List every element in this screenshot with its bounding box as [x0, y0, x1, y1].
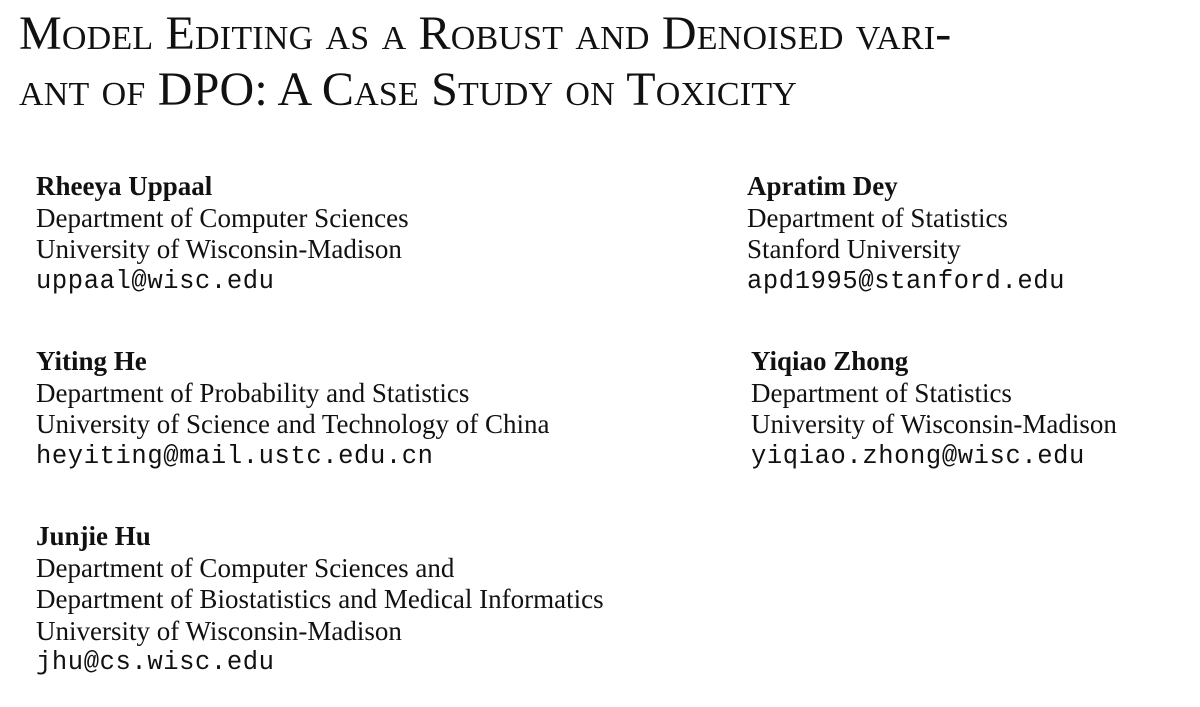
- author-university: University of Science and Technology of China: [36, 409, 550, 439]
- author-name: Yiting He: [36, 346, 147, 376]
- author-email[interactable]: yiqiao.zhong@wisc.edu: [751, 441, 1085, 471]
- author-department: Department of Probability and Statistics: [36, 377, 470, 408]
- author-name: Rheeya Uppaal: [36, 171, 213, 201]
- author-block-zhong: [751, 346, 1117, 472]
- author-name: Apratim Dey: [747, 171, 898, 201]
- author-email[interactable]: uppaal@wisc.edu: [36, 266, 275, 296]
- author-block-hu: [36, 521, 604, 679]
- author-university: University of Wisconsin-Madison: [36, 615, 402, 646]
- author-name: Yiqiao Zhong: [751, 346, 909, 376]
- paper-title: [19, 6, 1184, 118]
- author-university: University of Wisconsin-Madison: [751, 409, 1117, 439]
- author-name: Junjie Hu: [36, 521, 151, 551]
- author-department: Department of Biostatistics and Medical Informatics: [36, 584, 604, 614]
- paper-title-line-2: ant of DPO: A Case Study on Toxicity: [19, 63, 797, 116]
- author-block-he: [36, 346, 550, 472]
- author-department: Department of Computer Sciences and: [36, 552, 455, 583]
- author-university: University of Wisconsin-Madison: [36, 234, 402, 264]
- author-email[interactable]: jhu@cs.wisc.edu: [36, 648, 275, 677]
- paper-title-line-1: Model Editing as a Robust and Denoised vari-: [19, 7, 952, 60]
- author-email[interactable]: heyiting@mail.ustc.edu.cn: [36, 441, 434, 471]
- author-department: Department of Statistics: [751, 377, 1012, 408]
- author-email[interactable]: apd1995@stanford.edu: [747, 266, 1066, 296]
- author-department: Department of Computer Sciences: [36, 202, 409, 233]
- author-department: Department of Statistics: [747, 202, 1008, 233]
- author-block-uppaal: [36, 171, 409, 297]
- author-university: Stanford University: [747, 234, 961, 264]
- author-block-dey: [747, 171, 1065, 297]
